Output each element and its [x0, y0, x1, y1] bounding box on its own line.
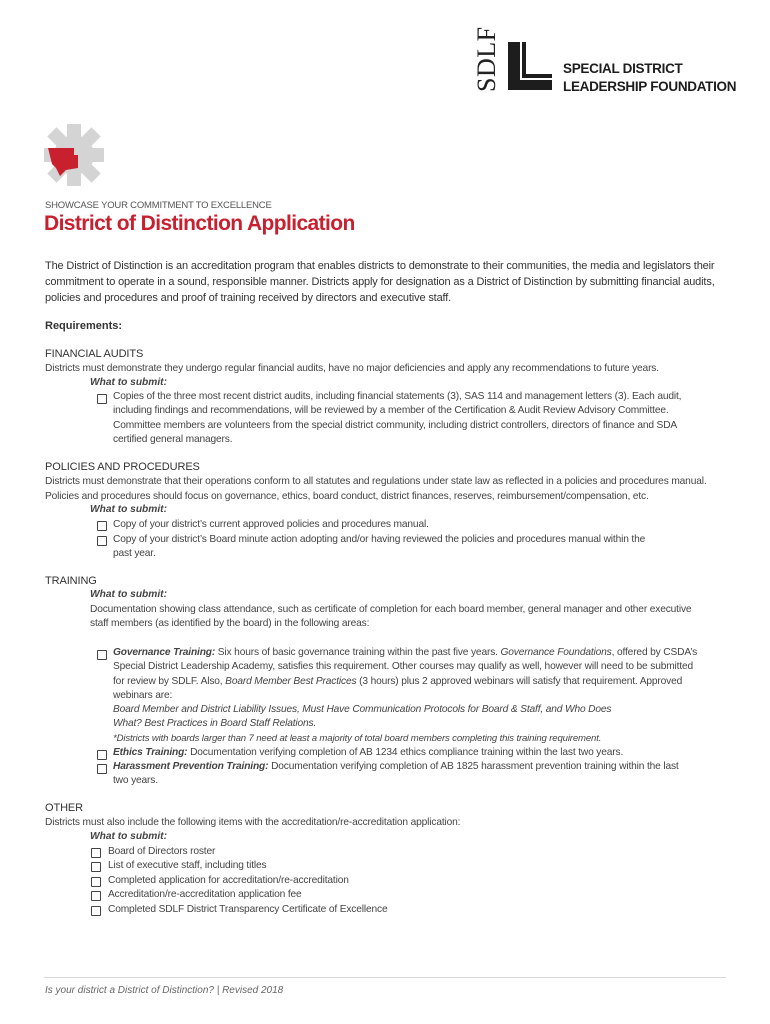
sdlf-logo-text: SDLF	[472, 26, 501, 92]
governance-training-label: Governance Training:	[113, 647, 216, 658]
financial-audits-heading: FINANCIAL AUDITS	[45, 348, 144, 360]
policies-what-to-submit: What to submit:	[90, 504, 167, 515]
approved-webinars: Board Member and District Liability Issues, Must Have Communication Protocols for Board & Staff, and Who Does What? Best Practices in Board Staff Relations.	[113, 704, 612, 730]
financial-what-to-submit: What to submit:	[90, 377, 167, 388]
board-roster-item: Board of Directors roster	[108, 846, 216, 857]
harassment-training-item	[113, 760, 688, 789]
financial-audits-item: Copies of the three most recent district audits, including financial statements (3), SAS 114 and management letters (3). Each audit, including findings and recommendations, will be reviewed by a member of the Certification & Audit Review Advisory Committee. Committee members are volunteers from the special district community, including district controllers, directors of finance and SDA certified general managers.	[113, 391, 682, 446]
board-minute-item: Copy of your district’s Board minute action adopting and/or having reviewed the policies and procedures manual within the past year.	[113, 534, 646, 560]
sdlf-logo-mark-icon	[506, 40, 554, 92]
board-minute-checkbox[interactable]	[97, 536, 107, 546]
ethics-training-label: Ethics Training:	[113, 747, 188, 758]
harassment-training-text: Documentation verifying completion of AB 1825 harassment prevention training within the last two years.	[113, 761, 679, 787]
financial-audits-description: Districts must demonstrate they undergo regular financial audits, have no major deficiencies and apply any recommendations to future years.	[45, 363, 659, 374]
other-description: Districts must also include the following items with the accreditation/re-accreditation application:	[45, 817, 461, 828]
ethics-training-item	[113, 746, 713, 760]
page-title: District of Distinction Application	[44, 212, 355, 235]
organization-name	[563, 60, 736, 96]
eyebrow-text: SHOWCASE YOUR COMMITMENT TO EXCELLENCE	[45, 200, 272, 211]
org-name-line1: SPECIAL DISTRICT	[563, 61, 683, 76]
governance-training-item	[113, 646, 705, 704]
harassment-training-checkbox[interactable]	[97, 764, 107, 774]
intro-paragraph: The District of Distinction is an accreditation program that enables districts to demonstrate to their communities, the media and legislators their commitment to operate in a sound, responsible manner. Districts apply for designation as a District of Distinction by submitting financial audits, policies and procedures and proof of training received by directors and executive staff.	[45, 260, 715, 304]
footer-divider	[44, 977, 726, 978]
other-heading: OTHER	[45, 802, 84, 814]
governance-text-3: (3 hours) plus 2 approved webinars will satisfy that requirement. Approved webinars are:	[113, 675, 683, 702]
policies-manual-checkbox[interactable]	[97, 521, 107, 531]
ethics-training-text: Documentation verifying completion of AB 1234 ethics compliance training within the last two years.	[187, 747, 624, 758]
harassment-training-label: Harassment Prevention Training:	[113, 761, 269, 772]
executive-staff-item: List of executive staff, including titles	[108, 860, 267, 871]
training-what-to-submit: What to submit:	[90, 589, 167, 600]
district-emblem-icon	[44, 124, 104, 186]
other-what-to-submit: What to submit:	[90, 831, 167, 842]
executive-staff-checkbox[interactable]	[91, 862, 101, 872]
footer-text: Is your district a District of Distinction? | Revised 2018	[45, 985, 284, 996]
board-size-note: *Districts with boards larger than 7 need at least a majority of total board members completing this training requirement.	[113, 733, 602, 744]
transparency-certificate-item: Completed SDLF District Transparency Certificate of Excellence	[108, 904, 388, 915]
training-description: Documentation showing class attendance, such as certificate of completion for each board member, general manager and other executive staff members (as identified by the board) in the following areas:	[90, 604, 692, 630]
org-name-line2: LEADERSHIP FOUNDATION	[563, 79, 737, 94]
training-heading: TRAINING	[45, 575, 97, 587]
policies-description: Districts must demonstrate that their operations conform to all statutes and regulations under state law as reflected in a policies and procedures manual. Policies and procedures should focus on governance, ethics, board conduct, district finances, reserves, reimbursement/compensation, etc.	[45, 476, 707, 502]
board-roster-checkbox[interactable]	[91, 848, 101, 858]
application-fee-checkbox[interactable]	[91, 891, 101, 901]
governance-text-1: Six hours of basic governance training within the past five years.	[215, 647, 501, 658]
completed-application-item: Completed application for accreditation/re-accreditation	[108, 875, 349, 886]
completed-application-checkbox[interactable]	[91, 877, 101, 887]
financial-audits-checkbox[interactable]	[97, 394, 107, 404]
policies-manual-item: Copy of your district’s current approved policies and procedures manual.	[113, 519, 429, 530]
board-member-best-practices-course: Board Member Best Practices	[225, 675, 357, 687]
policies-heading: POLICIES AND PROCEDURES	[45, 461, 200, 473]
governance-foundations-course: Governance Foundations	[500, 647, 612, 658]
governance-text-2: , offered by CSDA’s Special District Leadership Academy, satisfies this requirement. Other courses may qualify as well, however will need to be submitted for review by SDLF. Also,	[113, 647, 698, 687]
transparency-certificate-checkbox[interactable]	[91, 906, 101, 916]
requirements-heading: Requirements:	[45, 320, 123, 332]
ethics-training-checkbox[interactable]	[97, 750, 107, 760]
application-fee-item: Accreditation/re-accreditation application fee	[108, 889, 302, 900]
governance-training-checkbox[interactable]	[97, 650, 107, 660]
